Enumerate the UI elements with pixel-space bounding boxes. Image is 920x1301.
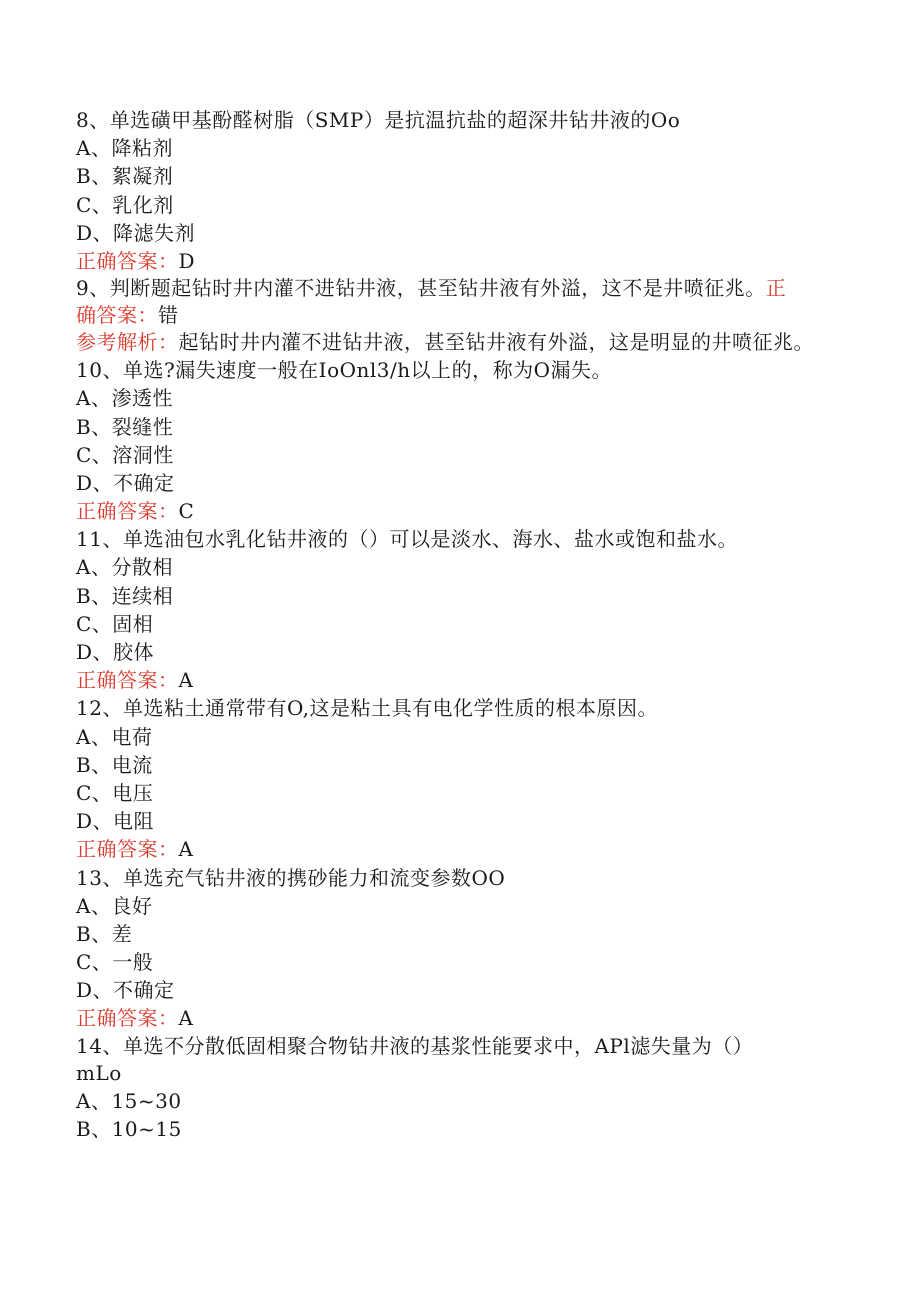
option-a: A、降粘剂 bbox=[76, 136, 173, 161]
answer-value: 错 bbox=[158, 303, 179, 328]
question-stem: 10、单选?漏失速度一般在IoOnl3/h以上的，称为O漏失。 bbox=[76, 358, 613, 383]
analysis-text: 起钻时井内灌不进钻井液，甚至钻井液有外溢，这是明显的井喷征兆。 bbox=[178, 330, 814, 355]
answer-line bbox=[76, 1004, 836, 1032]
option-c: C、固相 bbox=[76, 611, 154, 636]
option-d: D、电阻 bbox=[76, 809, 155, 834]
option-a: A、渗透性 bbox=[76, 386, 173, 411]
answer-label: 正确答案： bbox=[76, 248, 179, 273]
option-d: D、不确定 bbox=[76, 470, 175, 495]
answer-label: 正确答案： bbox=[76, 668, 179, 693]
answer-value: C bbox=[178, 499, 195, 524]
option-c: C、一般 bbox=[76, 950, 154, 975]
answer-label-part2: 确答案： bbox=[76, 303, 158, 328]
option-c: C、乳化剂 bbox=[76, 192, 174, 217]
option-d: D、降滤失剂 bbox=[76, 220, 196, 245]
answer-label-part1: 正 bbox=[765, 276, 787, 301]
analysis-label: 参考解析： bbox=[76, 330, 179, 355]
option-d: D、胶体 bbox=[76, 640, 155, 664]
option-a: A、良好 bbox=[76, 893, 153, 918]
question-stem: 13、单选充气钻井液的携砂能力和流变参数OO bbox=[76, 865, 506, 890]
option-d: D、不确定 bbox=[76, 978, 175, 1003]
option-b: B、10~15 bbox=[76, 1116, 182, 1141]
document-page bbox=[76, 106, 836, 1143]
answer-value: A bbox=[178, 668, 194, 693]
option-a: A、15~30 bbox=[76, 1088, 182, 1113]
answer-label: 正确答案： bbox=[76, 499, 179, 524]
answer-line bbox=[76, 497, 836, 525]
question-stem: 14、单选不分散低固相聚合物钻井液的基浆性能要求中，APl滤失量为（）mLo bbox=[76, 1033, 754, 1085]
option-c: C、电压 bbox=[76, 780, 154, 805]
question-stem-with-answer bbox=[76, 275, 836, 329]
question-stem: 12、单选粘土通常带有O,这是粘土具有电化学性质的根本原因。 bbox=[76, 696, 659, 721]
answer-value: D bbox=[178, 248, 196, 273]
option-a: A、分散相 bbox=[76, 555, 173, 580]
answer-line bbox=[76, 247, 836, 275]
answer-label: 正确答案： bbox=[76, 1006, 179, 1031]
analysis bbox=[76, 329, 816, 356]
question-stem: 11、单选油包水乳化钻井液的（）可以是淡水、海水、盐水或饱和盐水。 bbox=[76, 527, 738, 552]
answer-value: A bbox=[178, 1006, 194, 1031]
answer-label: 正确答案： bbox=[76, 837, 179, 862]
option-b: B、连续相 bbox=[76, 583, 174, 608]
option-b: B、絮凝剂 bbox=[76, 164, 174, 189]
answer-value: A bbox=[178, 837, 194, 862]
answer-line bbox=[76, 666, 836, 694]
option-c: C、溶洞性 bbox=[76, 442, 174, 467]
question-stem: 9、判断题起钻时井内灌不进钻井液，甚至钻井液有外溢，这不是井喷征兆。 bbox=[76, 276, 766, 301]
option-b: B、裂缝性 bbox=[76, 414, 174, 439]
option-a: A、电荷 bbox=[76, 724, 153, 749]
answer-line bbox=[76, 835, 836, 863]
option-b: B、差 bbox=[76, 921, 133, 946]
question-stem: 8、单选磺甲基酚醛树脂（SMP）是抗温抗盐的超深井钻井液的Oo bbox=[76, 108, 681, 132]
option-b: B、电流 bbox=[76, 752, 153, 777]
